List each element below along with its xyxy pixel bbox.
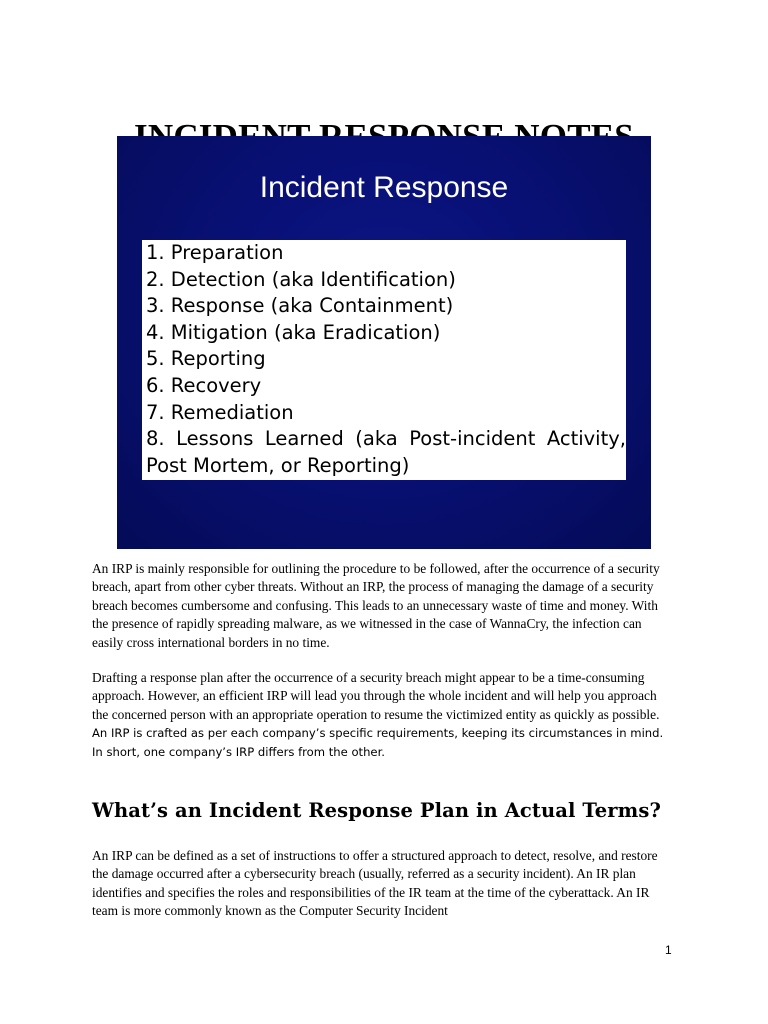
section-heading: What’s an Incident Response Plan in Actual Terms? bbox=[92, 799, 662, 822]
body-paragraph-sans-run: An IRP is crafted as per each company’s specific requirements, keeping its circumstances in mind. In short, one company’s IRP differs from the other. bbox=[92, 726, 664, 759]
body-paragraph: An IRP can be defined as a set of instructions to offer a structured approach to detect, resolve, and restore the damage occurred after a cybersecurity breach (usually, referred as a security incident). An IR plan identifies and specifies the roles and responsibilities of the IR team at the time of the cyberattack. An IR team is more commonly known as the Computer Security Incident bbox=[92, 848, 658, 919]
slide-list-item: 1. Preparation bbox=[146, 241, 284, 264]
slide-list-item: 5. Reporting bbox=[146, 347, 266, 371]
slide-list-item: 7. Remediation bbox=[146, 400, 294, 424]
slide-list-item: 6. Recovery bbox=[146, 373, 262, 397]
incident-response-slide-image bbox=[117, 136, 651, 549]
slide-list-item: 3. Response (aka Containment) bbox=[146, 294, 454, 318]
slide-list-item: 4. Mitigation (aka Eradication) bbox=[146, 320, 441, 344]
slide-title: Incident Response bbox=[259, 171, 509, 204]
slide-list-item: 8. Lessons Learned (aka Post-incident Activity, Post Mortem, or Reporting) bbox=[146, 427, 626, 477]
page-number: 1 bbox=[665, 943, 672, 957]
slide-list bbox=[142, 240, 626, 479]
body-paragraph: An IRP is mainly responsible for outlining the procedure to be followed, after the occurrence of a security breach, apart from other cyber threats. Without an IRP, the process of managing the damage of a security breach becomes cumbersome and confusing. This leads to an unnecessary waste of time and money. With the presence of rapidly spreading malware, as we witnessed in the case of WannaCry, the infection can easily cross international borders in no time. bbox=[92, 561, 660, 650]
slide-list-box bbox=[142, 240, 626, 480]
body-paragraph bbox=[92, 669, 674, 761]
body-paragraph-serif-run: Drafting a response plan after the occurrence of a security breach might appear to be a time-consuming approach. However, an efficient IRP will lead you through the whole incident and will help you approach the concerned person with an appropriate operation to resume the victimized entity as quickly as possible. bbox=[92, 670, 660, 722]
slide-list-item: 2. Detection (aka Identification) bbox=[146, 267, 456, 291]
